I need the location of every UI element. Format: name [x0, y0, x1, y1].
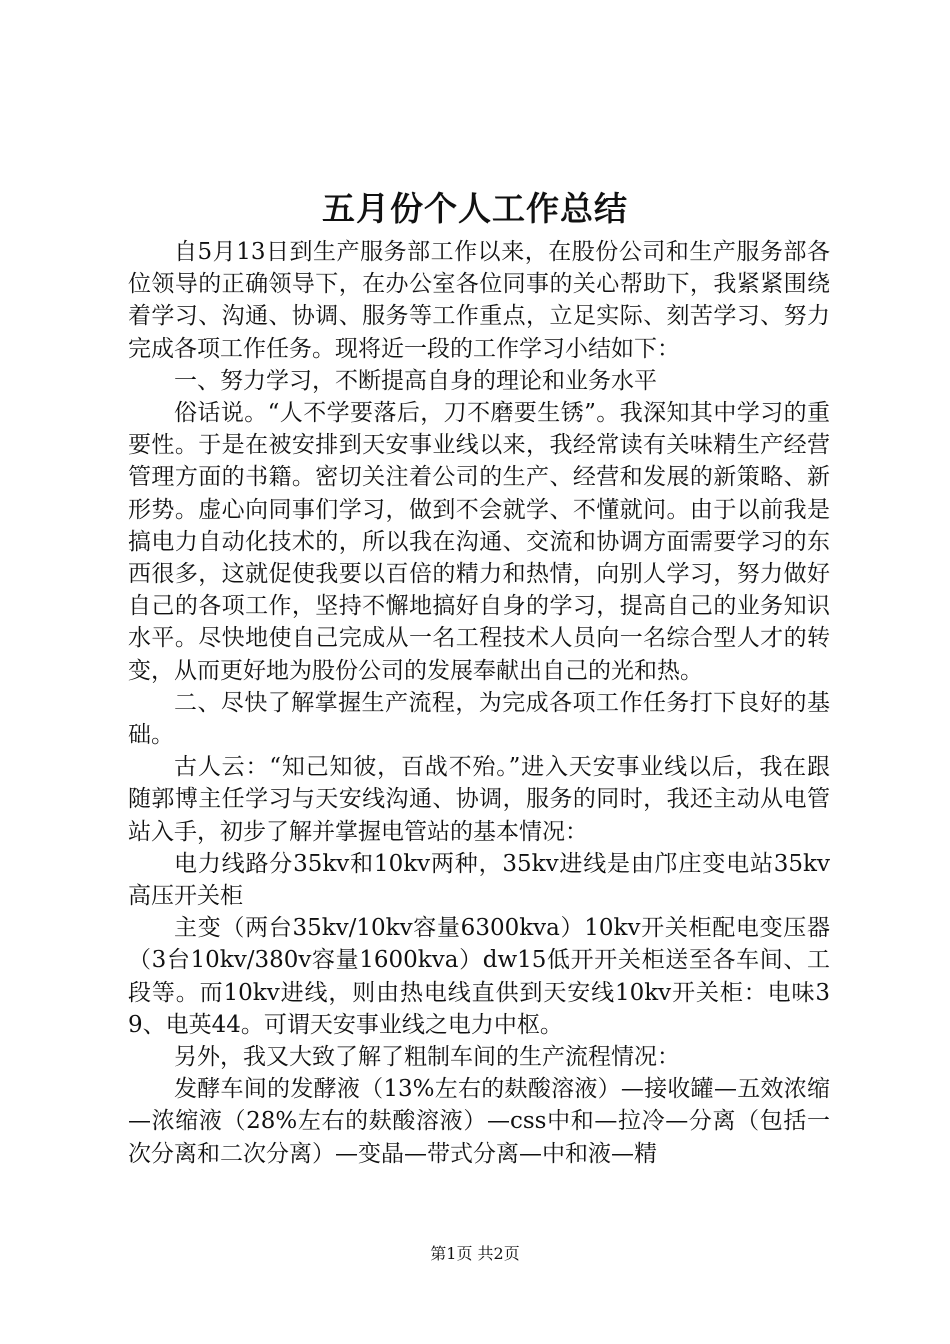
- paragraph-study: 俗话说。“人不学要落后，刀不磨要生锈”。我深知其中学习的重要性。于是在被安排到天安事业线以来，我经常读有关味精生产经营管理方面的书籍。密切关注着公司的生产、经营和发展的新策略、新形势。虚心向同事们学习，做到不会就学、不懂就问。由于以前我是搞电力自动化技术的，所以我在沟通、交流和协调方面需要学习的东西很多，这就促使我要以百倍的精力和热情，向别人学习，努力做好自己的各项工作，坚持不懈地搞好自身的学习，提高自己的业务知识水平。尽快地使自己完成从一名工程技术人员向一名综合型人才的转变，从而更好地为股份公司的发展奉献出自己的光和热。: [128, 400, 830, 684]
- section-heading-2: 二、尽快了解掌握生产流程，为完成各项工作任务打下良好的基础。: [128, 689, 830, 749]
- paragraph-power-lines: 电力线路分35kv和10kv两种，35kv进线是由邝庄变电站35kv高压开关柜: [128, 850, 830, 910]
- page-footer: 第1页 共2页: [430, 1244, 520, 1263]
- document-body: [128, 236, 830, 1170]
- paragraph-workshop-intro: 另外，我又大致了解了粗制车间的生产流程情况：: [174, 1044, 680, 1071]
- paragraph-proverb: 古人云：“知己知彼，百战不殆。”进入天安事业线以后，我在跟随郭博主任学习与天安线沟通、协调，服务的同时，我还主动从电管站入手，初步了解并掌握电管站的基本情况：: [128, 754, 830, 845]
- paragraph-process-flow: 发酵车间的发酵液（13%左右的麸酸溶液）—接收罐—五效浓缩—浓缩液（28%左右的麸酸溶液）—css中和—拉冷—分离（包括一次分离和二次分离）—变晶—带式分离—中和液—精: [128, 1076, 830, 1167]
- document-title: 五月份个人工作总结: [322, 189, 628, 228]
- section-heading-1: 一、努力学习，不断提高自身的理论和业务水平: [174, 367, 657, 394]
- paragraph-intro: 自5月13日到生产服务部工作以来，在股份公司和生产服务部各位领导的正确领导下，在办公室各位同事的关心帮助下，我紧紧围绕着学习、沟通、协调、服务等工作重点，立足实际、刻苦学习、努力完成各项工作任务。现将近一段的工作学习小结如下：: [128, 239, 830, 362]
- paragraph-transformer: 主变（两台35kv/10kv容量6300kva）10kv开关柜配电变压器（3台10kv/380v容量1600kva）dw15低开开关柜送至各车间、工段等。而10kv进线，则由热电线直供到天安线10kv开关柜：电味39、电英44。可谓天安事业线之电力中枢。: [128, 915, 830, 1038]
